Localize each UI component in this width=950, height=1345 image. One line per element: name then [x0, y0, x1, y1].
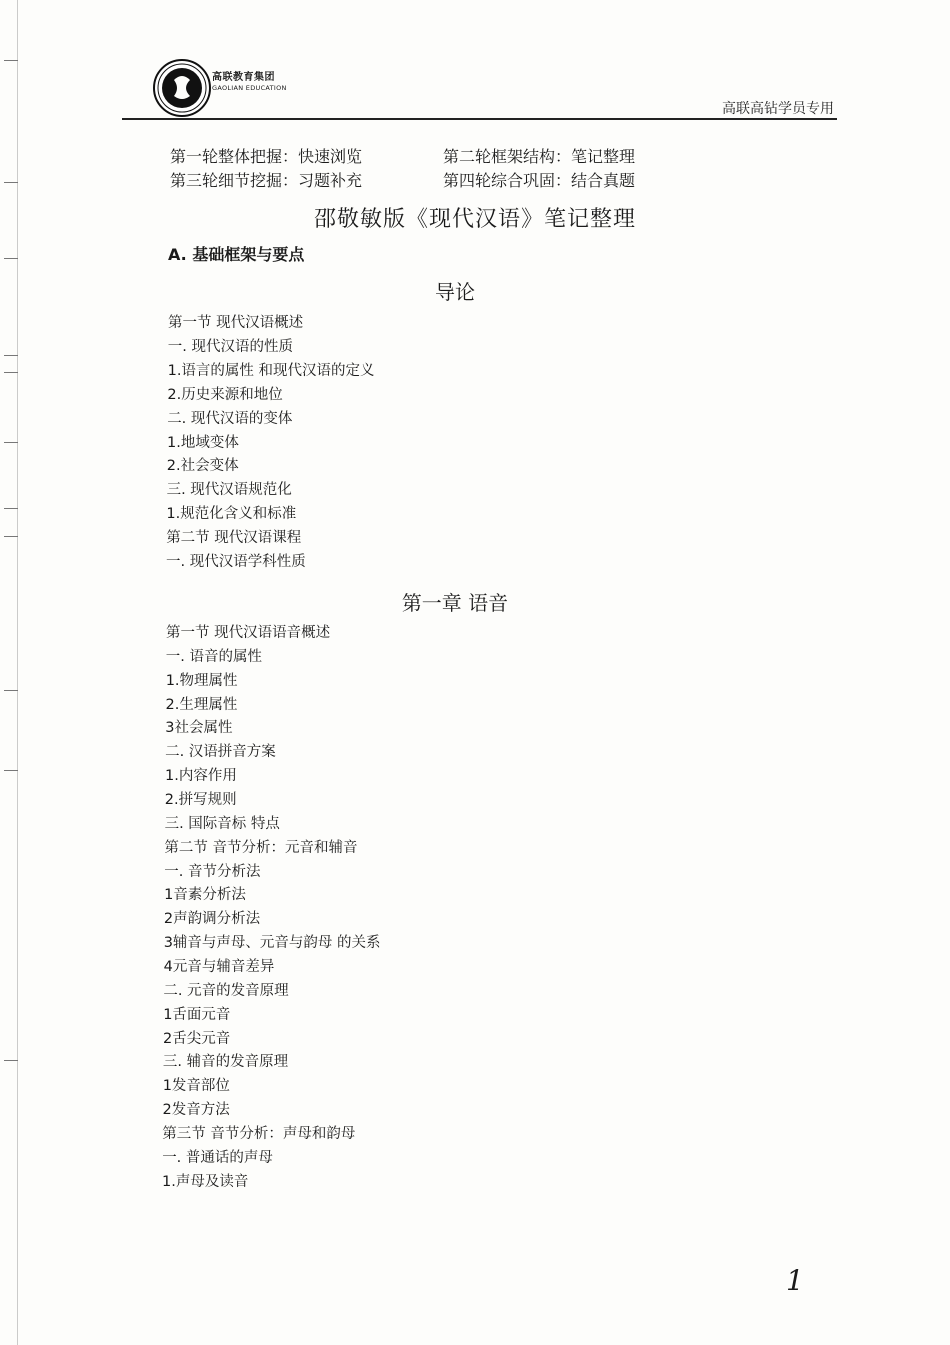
outline-line: 1音素分析法 [164, 887, 246, 904]
outline-line: 三. 辅音的发音原理 [162, 1054, 289, 1071]
round-1: 第一轮整体把握：快速浏览 [170, 147, 363, 166]
outline-line: 4元音与辅音差异 [163, 958, 275, 975]
logo-wordmark [212, 72, 287, 93]
outline-line: 二. 元音的发音原理 [163, 982, 289, 999]
logo-en: GAOLIAN EDUCATION [212, 84, 287, 92]
intro-heading: 导论 [435, 280, 475, 304]
outline-line: 第二节 音节分析：元音和辅音 [164, 839, 358, 856]
page-number: 1 [786, 1264, 804, 1297]
outline-line: 一. 现代汉语的性质 [167, 338, 294, 355]
outline-line: 第三节 音节分析：声母和韵母 [162, 1125, 356, 1142]
document-title: 邵敬敏版《现代汉语》笔记整理 [313, 207, 636, 232]
outline-line: 2声韵调分析法 [163, 911, 261, 928]
outline-line: 一. 音节分析法 [164, 863, 261, 880]
header-tag: 高联高钻学员专用 [722, 101, 834, 117]
outline-line: 3辅音与声母、元音与韵母 的关系 [163, 935, 381, 951]
outline-line: 二. 现代汉语的变体 [167, 410, 293, 427]
round-4: 第四轮综合巩固：结合真题 [443, 171, 636, 190]
outline-line: 3社会属性 [165, 720, 233, 737]
outline-line: 1.规范化含义和标准 [166, 506, 297, 523]
outline-line: 第一节 现代汉语语音概述 [166, 625, 331, 641]
outline-line: 2舌尖元音 [163, 1030, 231, 1047]
outline-line: 二. 汉语拼音方案 [165, 744, 276, 761]
outline-line: 1舌面元音 [163, 1006, 231, 1023]
outline-line: 1.声母及读音 [162, 1173, 249, 1190]
outline-line: 三. 国际音标 特点 [164, 815, 280, 832]
outline-line: 2发音方法 [162, 1102, 230, 1118]
outline-line: 一. 现代汉语学科性质 [166, 554, 306, 570]
outline-line: 2.历史来源和地位 [167, 386, 283, 403]
outline-line: 1.语言的属性 和现代汉语的定义 [167, 362, 375, 379]
outline-line: 第一节 现代汉语概述 [168, 315, 304, 331]
outline-line: 1发音部位 [162, 1078, 230, 1095]
outline-line: 1.内容作用 [165, 768, 237, 785]
round-3: 第三轮细节挖掘：习题补充 [170, 171, 363, 190]
outline-line: 2.社会变体 [166, 458, 239, 475]
header-rule [122, 118, 837, 120]
outline-line: 1.地域变体 [167, 434, 239, 451]
outline-line: 三. 现代汉语规范化 [166, 482, 292, 499]
gaolian-logo [152, 58, 212, 118]
outline-line: 2.生理属性 [165, 696, 238, 713]
outline-line: 1.物理属性 [165, 672, 238, 689]
section-a-heading: A. 基础框架与要点 [168, 245, 305, 264]
logo-cn: 高联教育集团 [212, 72, 275, 83]
round-2: 第二轮框架结构：笔记整理 [443, 147, 636, 166]
chapter1-heading: 第一章 语音 [401, 591, 509, 615]
outline-line: 一. 普通话的声母 [162, 1149, 273, 1166]
outline-line: 第二节 现代汉语课程 [166, 530, 302, 547]
outline-line: 一. 语音的属性 [165, 648, 263, 665]
outline-line: 2.拼写规则 [164, 792, 237, 808]
